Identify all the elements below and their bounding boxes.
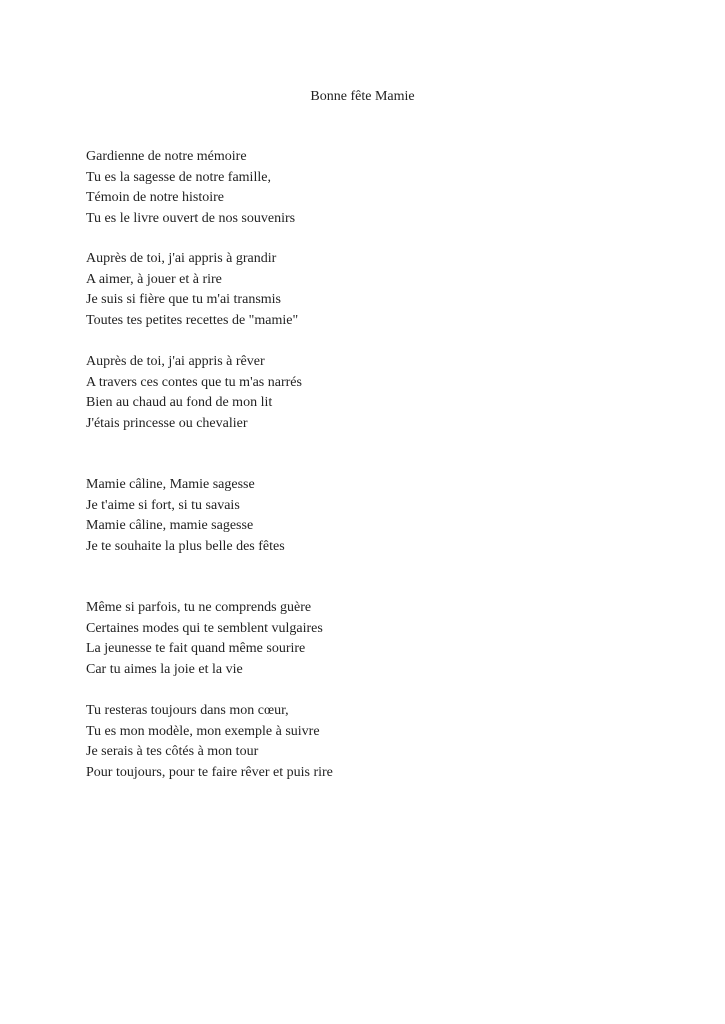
poem-line: Auprès de toi, j'ai appris à rêver	[86, 354, 265, 369]
poem-line: Témoin de notre histoire	[86, 190, 225, 205]
poem-line: Même si parfois, tu ne comprends guère	[86, 600, 312, 615]
poem-line: Tu es mon modèle, mon exemple à suivre	[86, 724, 320, 739]
poem-line: Bien au chaud au fond de mon lit	[86, 395, 273, 410]
poem-line: Mamie câline, mamie sagesse	[86, 518, 254, 533]
poem-line: Je serais à tes côtés à mon tour	[86, 744, 259, 759]
poem-line: Je te souhaite la plus belle des fêtes	[86, 539, 285, 554]
poem-title: Bonne fête Mamie	[310, 89, 415, 104]
poem-line: Je suis si fière que tu m'ai transmis	[86, 292, 281, 307]
poem-line: Tu es la sagesse de notre famille,	[86, 170, 271, 185]
poem-line: A travers ces contes que tu m'as narrés	[86, 375, 302, 390]
poem-line: Gardienne de notre mémoire	[86, 149, 247, 164]
poem-line: Tu resteras toujours dans mon cœur,	[86, 703, 289, 718]
poem-line: Pour toujours, pour te faire rêver et puis rire	[86, 765, 333, 780]
poem-line: A aimer, à jouer et à rire	[86, 272, 222, 287]
poem-line: Tu es le livre ouvert de nos souvenirs	[86, 211, 296, 226]
poem-line: Certaines modes qui te semblent vulgaires	[86, 621, 323, 636]
poem-line: La jeunesse te fait quand même sourire	[86, 641, 306, 656]
poem-line: Mamie câline, Mamie sagesse	[86, 477, 255, 492]
poem-line: Je t'aime si fort, si tu savais	[86, 498, 240, 513]
poem-line: Toutes tes petites recettes de "mamie"	[86, 313, 299, 328]
poem-line: Auprès de toi, j'ai appris à grandir	[86, 251, 277, 266]
poem-line: Car tu aimes la joie et la vie	[86, 662, 243, 677]
poem-line: J'étais princesse ou chevalier	[86, 416, 248, 431]
